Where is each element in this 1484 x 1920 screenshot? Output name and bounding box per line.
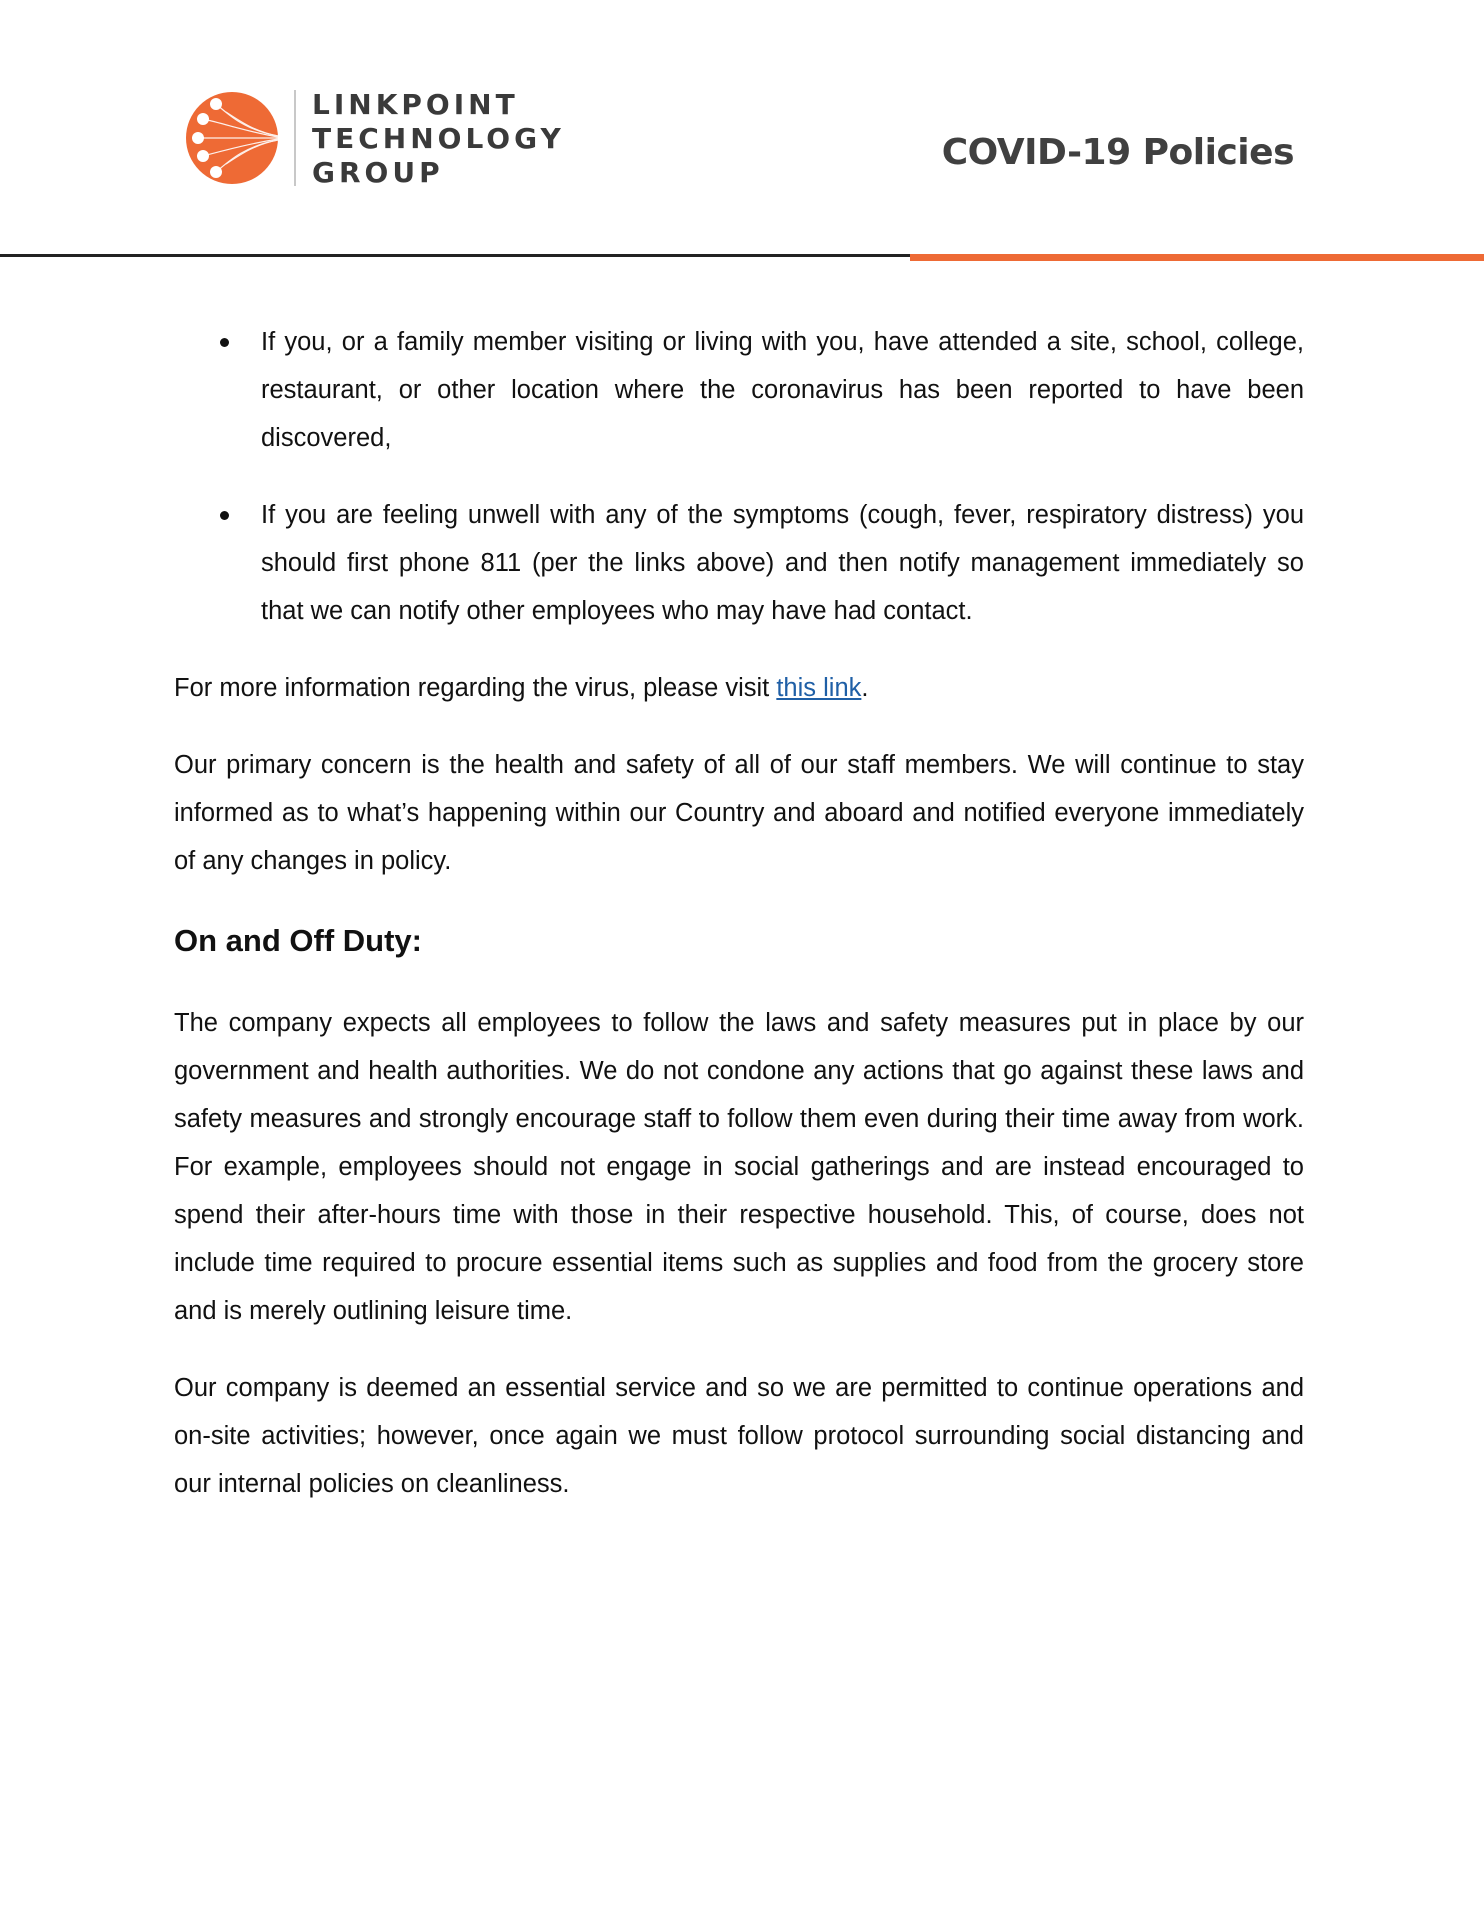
bullet-item bbox=[174, 491, 1304, 635]
info-suffix: . bbox=[861, 674, 869, 702]
bullet-text: If you, or a family member visiting or living with you, have attended a site, school, college, restaurant, or other location where the coronavirus has been reported to have been discovered, bbox=[261, 328, 1304, 452]
info-paragraph bbox=[174, 664, 1304, 712]
linkpoint-network-circle-logo-icon bbox=[186, 92, 278, 184]
logo-line-2: TECHNOLOGY bbox=[312, 122, 565, 155]
info-text: For more information regarding the virus, please visit bbox=[174, 674, 777, 702]
bullet-dot-icon bbox=[220, 338, 229, 347]
concern-paragraph: Our primary concern is the health and safety of all of our staff members. We will continue to stay informed as to what’s happening within our Country and aboard and notified everyone immediately of any changes in policy. bbox=[174, 751, 1304, 875]
bullet-item bbox=[174, 318, 1304, 462]
logo-divider bbox=[294, 90, 296, 186]
duty-paragraph: The company expects all employees to follow the laws and safety measures put in place by our government and health authorities. We do not condone any actions that go against these laws and safety measures and strongly encourage staff to follow them even during their time away from work. For example, employees should not engage in social gatherings and are instead encouraged to spend their after-hours time with those in their respective household. This, of course, does not include time required to procure essential items such as supplies and food from the grocery store and is merely outlining leisure time. bbox=[174, 1009, 1304, 1325]
header-rule-orange bbox=[910, 254, 1484, 261]
document-title: COVID-19 Policies bbox=[941, 132, 1294, 173]
company-logo bbox=[186, 90, 566, 190]
bullet-text: If you are feeling unwell with any of the symptoms (cough, fever, respiratory distress) you should first phone 811 (per the links above) and then notify management immediately so that we can notify other employees who may have had contact. bbox=[261, 501, 1304, 625]
logo-wordmark bbox=[312, 88, 565, 190]
document-body bbox=[174, 318, 1304, 1537]
logo-line-1: LINKPOINT bbox=[312, 88, 519, 121]
section-heading: On and Off Duty: bbox=[174, 923, 422, 958]
logo-line-3: GROUP bbox=[312, 156, 444, 189]
info-link[interactable]: this link bbox=[776, 674, 862, 702]
duty-paragraph: Our company is deemed an essential service and so we are permitted to continue operations and on-site activities; however, once again we must follow protocol surrounding social distancing and our internal policies on cleanliness. bbox=[174, 1374, 1304, 1498]
header-rule-dark bbox=[0, 254, 910, 257]
bullet-dot-icon bbox=[220, 511, 229, 520]
bullet-list bbox=[174, 318, 1304, 635]
